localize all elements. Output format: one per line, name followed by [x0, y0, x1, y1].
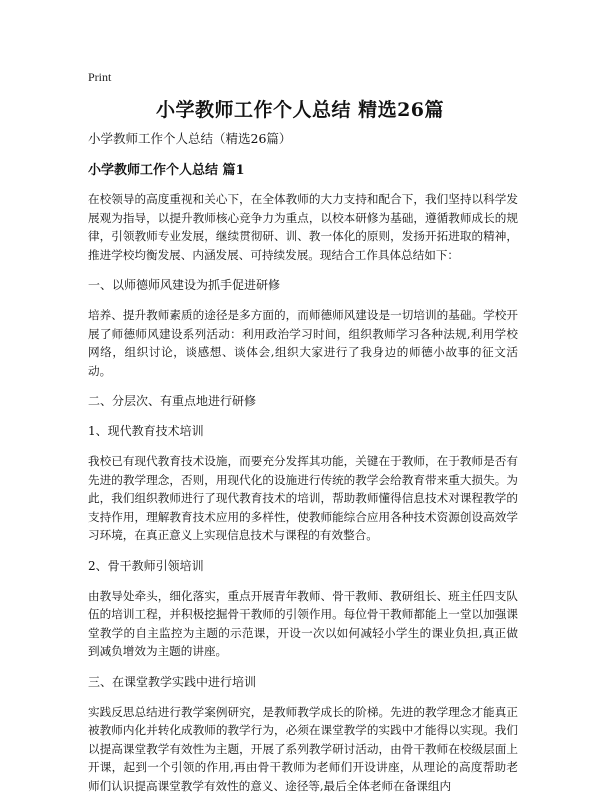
subheading-2-2: 2、骨干教师引领培训 — [88, 558, 204, 573]
section-title: 小学教师工作个人总结 篇1 — [88, 163, 245, 178]
heading-1: 一、以师德师风建设为抓手促进研修 — [88, 278, 281, 292]
heading-3: 三、在课堂教学实践中进行培训 — [88, 674, 257, 689]
paragraph-2: 我校已有现代教育技术设施，而要充分发挥其功能，关键在于教师，在于教师是否有先进的教学理念，否则，用现代化的设施进行传统的教学会给教育带来重大损失。为此，我们组织教师进行了现代教育技术的培训，帮助教师懂得信息技术对课程教学的支持作用，理解教育技术应用的多样性，使教师能综合应用各种技术资源创设高效学习环境，在真正意义上实现信息技术与课程的有效整合。 — [88, 454, 518, 542]
print-label[interactable]: Print — [88, 70, 112, 84]
paragraph-3: 由教导处牵头，细化落实，重点开展青年教师、骨干教师、教研组长、班主任四支队伍的培训工程，并积极挖掘骨干教师的引领作用。每位骨干教师都能上一堂以加强课堂教学的自主监控为主题的示范课，开设一次以如何减轻小学生的课业负担,真正做到减负增效为主题的讲座。 — [88, 588, 518, 658]
document-body — [88, 130, 518, 807]
paragraph-1: 培养、提升教师素质的途径是多方面的，而师德师风建设是一切培训的基础。学校开展了师德师风建设系列活动：利用政治学习时间，组织教师学习各种法规,利用学校网络，组织讨论，谈感想、谈体会,组织大家进行了我身边的师德小故事的征文活动。 — [88, 308, 518, 378]
document-title: 小学教师工作个人总结 精选26篇 — [155, 99, 445, 121]
heading-2: 二、分层次、有重点地进行研修 — [88, 394, 257, 408]
paragraph-4: 实践反思总结进行教学案例研究，是教师教学成长的阶梯。先进的教学理念才能真正被教师内化并转化成教师的教学行为，必须在课堂教学的实践中才能得以实现。我们以提高课堂教学有效性为主题，开展了系列教学研讨活动，由骨干教师在校级层面上开课，起到一个引领的作用,再由骨干教师为老师们开设讲座，从理论的高度帮助老师们认识提高课堂教学有效性的意义、途径等,最后全体老师在备课组内 — [88, 704, 518, 793]
subheading-2-1: 1、现代教育技术培训 — [88, 424, 204, 438]
document-subtitle: 小学教师工作个人总结（精选26篇） — [88, 131, 292, 146]
intro-paragraph: 在校领导的高度重视和关心下，在全体教师的大力支持和配合下，我们坚持以科学发展观为指导，以提升教师核心竞争力为重点，以校本研修为基础，遵循教师成长的规律，引领教师专业发展，继续贯彻研、训、教一体化的原则，发扬开拓进取的精神，推进学校均衡发展、内涵发展、可持续发展。现结合工作具体总结如下： — [88, 192, 518, 262]
